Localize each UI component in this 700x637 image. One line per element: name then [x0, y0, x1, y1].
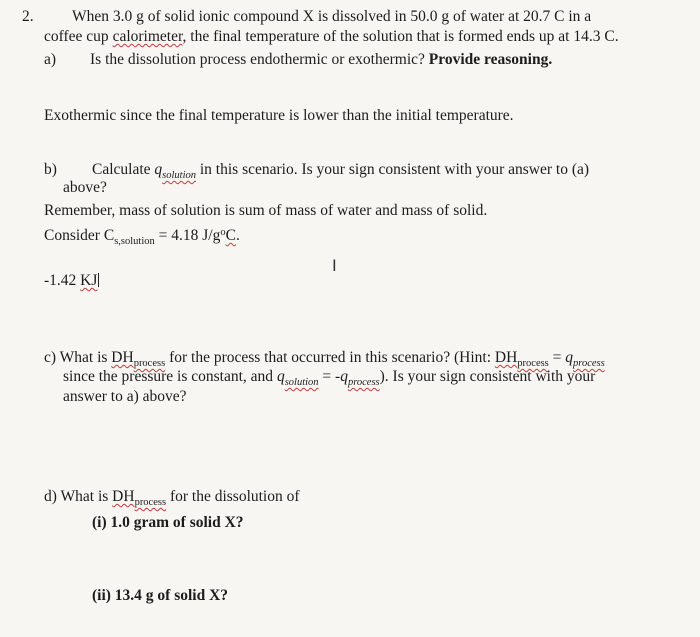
part-b-question-line1	[92, 161, 589, 181]
question-text-line1: When 3.0 g of solid ionic compound X is dissolved in 50.0 g of water at 20.7 C in a	[72, 8, 592, 25]
part-d-i: (i) 1.0 gram of solid X?	[92, 514, 244, 531]
q-process2-subscript: process	[347, 377, 380, 388]
part-c-line2-eq: = -	[318, 368, 341, 385]
q-symbol: q	[154, 161, 163, 178]
part-d-pre: d) What is	[44, 488, 113, 505]
part-d-dh-subscript: process	[134, 497, 167, 508]
part-c-line2	[63, 368, 595, 388]
part-a-answer[interactable]: Exothermic since the final temperature is lower than the initial temperature.	[44, 107, 514, 124]
consider-eq: = 4.18 J/g	[154, 227, 221, 244]
part-c-line2-pre: since the pressure is constant, and	[63, 368, 277, 385]
part-b-answer[interactable]	[44, 272, 99, 290]
part-b-label: b)	[44, 161, 57, 178]
part-a-question	[90, 51, 552, 69]
dh-symbol: DH	[111, 349, 134, 366]
question-text-line2	[44, 28, 619, 46]
dh2-subscript: process	[517, 358, 549, 369]
part-c-pre: c) What is	[44, 349, 112, 366]
dh2-symbol: DH	[494, 349, 518, 366]
dh-subscript: process	[133, 358, 166, 369]
part-b-calc-post: in this scenario. Is your sign consistent with your answer to (a)	[196, 161, 590, 178]
part-b-question-line2: above?	[63, 179, 107, 196]
q-process-subscript: process	[573, 358, 605, 369]
cs-subscript: s,solution	[114, 236, 155, 247]
part-a-label: a)	[44, 51, 57, 68]
q-solution-subscript: solution	[284, 377, 319, 388]
part-b-consider	[44, 227, 240, 247]
part-c-mid: for the process that occurred in this scenario? (Hint:	[165, 349, 495, 366]
text-cursor-icon: I	[332, 256, 337, 275]
part-d-line1	[44, 488, 300, 508]
part-c-line2-post: ). Is your sign consistent with your	[379, 368, 596, 385]
q-process-symbol: q	[565, 349, 574, 366]
q-process2-symbol: q	[340, 368, 348, 385]
caret-icon	[98, 273, 99, 287]
question-text-line2-end: , the final temperature of the solution that is formed ends up at 14.3 C.	[182, 28, 619, 45]
part-c-eq: =	[548, 349, 566, 366]
q-solution-symbol: q	[276, 368, 285, 385]
part-b-answer-unit: KJ	[80, 272, 98, 289]
part-a-instruction: Provide reasoning.	[428, 51, 553, 68]
question-text-line2-start: coffee cup	[44, 28, 113, 45]
part-b-calc-pre: Calculate	[92, 161, 155, 178]
part-d-ii: (ii) 13.4 g of solid X?	[92, 587, 229, 604]
part-a-question-text: Is the dissolution process endothermic or exothermic?	[90, 51, 425, 68]
question-number: 2.	[22, 8, 34, 25]
consider-pre: Consider C	[44, 227, 115, 244]
consider-end: .	[235, 227, 240, 244]
part-d-dh-symbol: DH	[112, 488, 135, 505]
q-subscript-solution: solution	[162, 170, 196, 181]
part-d-post: for the dissolution of	[166, 488, 300, 505]
degree-superscript: o	[220, 227, 226, 238]
calorimeter-word: calorimeter	[112, 28, 183, 45]
celsius-unit: C	[225, 227, 236, 244]
part-c-line1	[44, 349, 605, 369]
part-b-answer-value: -1.42	[44, 272, 81, 289]
part-c-line3: answer to a) above?	[63, 388, 187, 405]
part-b-remember: Remember, mass of solution is sum of mass of water and mass of solid.	[44, 202, 488, 219]
